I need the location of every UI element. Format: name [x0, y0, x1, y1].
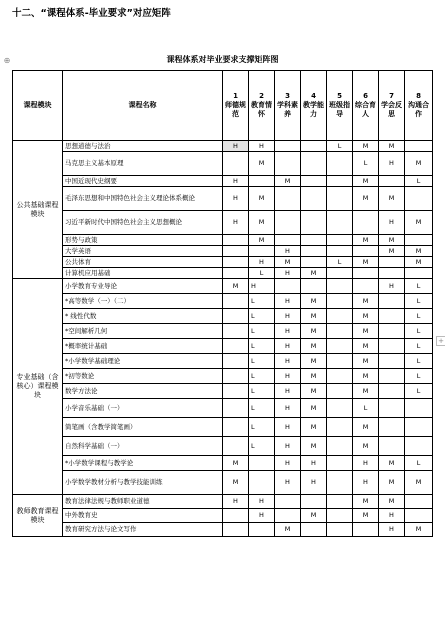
support-mark	[301, 176, 327, 187]
support-mark: M	[301, 369, 327, 384]
support-mark: H	[275, 246, 301, 257]
support-mark	[301, 211, 327, 235]
move-handle-icon[interactable]: ⊕	[3, 56, 11, 65]
support-mark	[223, 309, 249, 324]
course-name: 计算机应用基础	[63, 268, 223, 279]
table-row	[13, 369, 433, 384]
support-mark: M	[301, 384, 327, 399]
table-row	[13, 187, 433, 211]
support-mark: L	[405, 324, 433, 339]
support-mark: L	[249, 437, 275, 456]
table-row	[13, 437, 433, 456]
support-mark: M	[379, 141, 405, 152]
matrix-body	[13, 141, 433, 537]
support-mark	[379, 437, 405, 456]
support-mark: H	[353, 456, 379, 471]
course-name: *初等数论	[63, 369, 223, 384]
support-mark: M	[379, 235, 405, 246]
support-mark	[327, 437, 353, 456]
support-mark: L	[405, 339, 433, 354]
support-mark	[327, 354, 353, 369]
support-mark: M	[301, 309, 327, 324]
table-row	[13, 152, 433, 176]
support-mark: L	[249, 369, 275, 384]
support-mark	[327, 523, 353, 537]
support-mark: M	[301, 399, 327, 418]
support-mark: H	[249, 509, 275, 523]
support-mark: M	[301, 354, 327, 369]
support-mark: H	[275, 399, 301, 418]
support-mark: H	[223, 141, 249, 152]
support-mark	[327, 399, 353, 418]
support-mark	[249, 523, 275, 537]
course-name: 教育法律法规与教师职业道德	[63, 495, 223, 509]
support-mark: H	[249, 279, 275, 294]
support-mark: M	[405, 523, 433, 537]
support-mark: L	[405, 176, 433, 187]
table-row	[13, 246, 433, 257]
support-mark: L	[249, 324, 275, 339]
support-mark: H	[275, 456, 301, 471]
table-row	[13, 339, 433, 354]
support-mark: M	[223, 471, 249, 495]
course-name: 马克思主义基本原理	[63, 152, 223, 176]
header-module: 课程模块	[13, 71, 63, 141]
course-name: 小学数学教材分析与教学技能训练	[63, 471, 223, 495]
support-mark	[327, 418, 353, 437]
header-req-2: 2 教育情怀	[249, 71, 275, 141]
table-row	[13, 268, 433, 279]
support-mark	[353, 246, 379, 257]
support-mark: L	[327, 257, 353, 268]
table-row	[13, 257, 433, 268]
support-mark: H	[353, 471, 379, 495]
header-course: 课程名称	[63, 71, 223, 141]
course-name: 中国近现代史纲要	[63, 176, 223, 187]
support-mark: H	[223, 211, 249, 235]
support-mark: H	[249, 141, 275, 152]
course-name: *概率统计基础	[63, 339, 223, 354]
support-mark: M	[275, 257, 301, 268]
course-name: 习近平新时代中国特色社会主义思想概论	[63, 211, 223, 235]
support-mark	[379, 309, 405, 324]
course-name: 小学教育专业导论	[63, 279, 223, 294]
support-mark: H	[379, 152, 405, 176]
support-mark: M	[379, 246, 405, 257]
support-mark: H	[379, 211, 405, 235]
course-name: * 线性代数	[63, 309, 223, 324]
support-mark	[327, 369, 353, 384]
support-mark: M	[249, 211, 275, 235]
support-mark: H	[223, 187, 249, 211]
support-mark	[327, 495, 353, 509]
support-mark	[301, 246, 327, 257]
support-mark	[301, 187, 327, 211]
support-mark	[301, 495, 327, 509]
support-mark: H	[275, 339, 301, 354]
support-mark: H	[249, 257, 275, 268]
course-name: 数学方法论	[63, 384, 223, 399]
support-mark: L	[249, 384, 275, 399]
support-mark: H	[275, 369, 301, 384]
course-name: *小学数学课程与教学论	[63, 456, 223, 471]
matrix-table	[12, 70, 433, 537]
support-mark: M	[353, 369, 379, 384]
table-row	[13, 399, 433, 418]
support-mark: H	[249, 495, 275, 509]
support-mark	[223, 246, 249, 257]
support-mark: M	[353, 309, 379, 324]
support-mark: H	[379, 509, 405, 523]
table-row	[13, 279, 433, 294]
support-mark: M	[405, 257, 433, 268]
support-mark	[275, 152, 301, 176]
support-mark: M	[301, 509, 327, 523]
support-mark	[301, 141, 327, 152]
support-mark	[379, 369, 405, 384]
support-mark: H	[223, 176, 249, 187]
support-mark	[223, 152, 249, 176]
support-mark	[327, 246, 353, 257]
support-mark: H	[379, 523, 405, 537]
support-mark: M	[223, 279, 249, 294]
header-req-6: 6 综合育人	[353, 71, 379, 141]
support-mark: H	[275, 324, 301, 339]
support-mark: M	[353, 294, 379, 309]
course-name: *高等数学（一）（二）	[63, 294, 223, 309]
support-mark	[379, 418, 405, 437]
support-mark: M	[223, 456, 249, 471]
support-mark	[379, 324, 405, 339]
support-mark: M	[249, 187, 275, 211]
support-mark	[301, 279, 327, 294]
support-mark: M	[275, 523, 301, 537]
support-mark: M	[249, 235, 275, 246]
support-mark	[301, 523, 327, 537]
support-mark: M	[301, 418, 327, 437]
support-mark	[327, 152, 353, 176]
support-mark	[327, 294, 353, 309]
module-cell: 公共基础课程模块	[13, 141, 63, 279]
table-title: 课程体系对毕业要求支撑矩阵图	[166, 55, 279, 64]
support-mark	[379, 399, 405, 418]
support-mark	[223, 437, 249, 456]
support-mark: L	[405, 309, 433, 324]
support-mark	[379, 354, 405, 369]
support-mark: M	[405, 471, 433, 495]
support-mark: L	[405, 294, 433, 309]
support-mark: H	[275, 418, 301, 437]
support-mark	[353, 211, 379, 235]
support-mark: M	[353, 257, 379, 268]
support-mark	[223, 294, 249, 309]
support-mark	[223, 257, 249, 268]
support-mark: M	[353, 176, 379, 187]
table-row	[13, 176, 433, 187]
support-mark: H	[275, 384, 301, 399]
support-mark	[353, 279, 379, 294]
support-mark	[223, 509, 249, 523]
course-name: 自然科学基础（一）	[63, 437, 223, 456]
support-mark: L	[353, 399, 379, 418]
support-mark: M	[353, 418, 379, 437]
support-mark	[275, 141, 301, 152]
support-mark: M	[379, 456, 405, 471]
support-mark: H	[301, 471, 327, 495]
support-mark	[327, 211, 353, 235]
support-mark: M	[353, 384, 379, 399]
support-mark: H	[275, 354, 301, 369]
table-row	[13, 456, 433, 471]
course-name: 公共体育	[63, 257, 223, 268]
support-mark	[275, 235, 301, 246]
support-mark	[327, 339, 353, 354]
support-mark	[223, 324, 249, 339]
support-mark	[327, 384, 353, 399]
header-req-7: 7 学会反思	[379, 71, 405, 141]
support-mark	[379, 294, 405, 309]
support-mark	[327, 509, 353, 523]
support-mark: M	[353, 339, 379, 354]
support-mark	[223, 369, 249, 384]
support-mark	[379, 257, 405, 268]
support-mark	[223, 399, 249, 418]
support-mark: L	[405, 369, 433, 384]
support-mark	[275, 279, 301, 294]
support-mark	[353, 523, 379, 537]
support-mark: M	[353, 187, 379, 211]
support-mark	[405, 141, 433, 152]
support-mark: H	[275, 294, 301, 309]
support-mark	[275, 211, 301, 235]
support-mark: M	[353, 235, 379, 246]
header-req-3: 3 学科素养	[275, 71, 301, 141]
support-mark: H	[223, 495, 249, 509]
support-mark: M	[301, 437, 327, 456]
support-mark: L	[405, 354, 433, 369]
course-name: 教育研究方法与论文写作	[63, 523, 223, 537]
support-mark: M	[405, 246, 433, 257]
support-mark	[223, 235, 249, 246]
support-mark	[379, 176, 405, 187]
header-req-8: 8 沟通合作	[405, 71, 433, 141]
table-row	[13, 235, 433, 246]
course-name: 大学英语	[63, 246, 223, 257]
module-cell: 教师教育课程模块	[13, 495, 63, 537]
table-row	[13, 509, 433, 523]
support-mark	[223, 523, 249, 537]
support-mark: H	[379, 279, 405, 294]
course-name: 毛泽东思想和中国特色社会主义理论体系概论	[63, 187, 223, 211]
support-mark: H	[275, 437, 301, 456]
support-mark	[223, 384, 249, 399]
support-mark	[275, 187, 301, 211]
support-mark	[405, 399, 433, 418]
support-mark	[249, 456, 275, 471]
support-mark	[249, 246, 275, 257]
table-row	[13, 495, 433, 509]
support-mark	[327, 324, 353, 339]
support-mark	[405, 268, 433, 279]
support-mark	[301, 257, 327, 268]
course-name: 中外教育史	[63, 509, 223, 523]
course-name: 形势与政策	[63, 235, 223, 246]
header-req-1: 1 师德规范	[223, 71, 249, 141]
support-mark: M	[405, 211, 433, 235]
table-row	[13, 309, 433, 324]
support-mark	[327, 187, 353, 211]
course-name: 简笔画（含教学简笔画）	[63, 418, 223, 437]
support-mark: M	[301, 324, 327, 339]
support-mark: L	[249, 339, 275, 354]
table-row	[13, 211, 433, 235]
support-mark: L	[405, 456, 433, 471]
support-mark	[223, 339, 249, 354]
support-mark: L	[249, 399, 275, 418]
table-row	[13, 384, 433, 399]
support-mark: M	[353, 495, 379, 509]
support-mark: H	[275, 268, 301, 279]
add-column-icon[interactable]: +	[436, 336, 445, 346]
support-mark	[249, 471, 275, 495]
support-mark: M	[379, 471, 405, 495]
header-req-4: 4 教学能力	[301, 71, 327, 141]
support-mark	[379, 268, 405, 279]
support-mark: L	[249, 294, 275, 309]
support-mark: M	[301, 294, 327, 309]
support-mark	[327, 235, 353, 246]
support-mark: L	[249, 354, 275, 369]
support-mark	[249, 176, 275, 187]
support-mark: L	[405, 384, 433, 399]
support-mark	[405, 235, 433, 246]
support-mark: M	[301, 339, 327, 354]
support-mark: M	[301, 268, 327, 279]
support-mark	[223, 354, 249, 369]
table-row	[13, 324, 433, 339]
support-mark	[379, 339, 405, 354]
support-mark: M	[379, 187, 405, 211]
support-mark	[379, 384, 405, 399]
support-mark	[405, 187, 433, 211]
support-mark	[327, 309, 353, 324]
support-mark	[405, 418, 433, 437]
support-mark	[275, 495, 301, 509]
support-mark	[405, 509, 433, 523]
support-mark	[301, 235, 327, 246]
support-mark: M	[405, 152, 433, 176]
support-mark	[223, 418, 249, 437]
course-name: 思想道德与法治	[63, 141, 223, 152]
support-mark: M	[353, 324, 379, 339]
support-mark: M	[353, 509, 379, 523]
support-mark	[223, 268, 249, 279]
support-mark	[405, 437, 433, 456]
support-mark	[353, 268, 379, 279]
support-mark: M	[353, 354, 379, 369]
table-row	[13, 418, 433, 437]
table-row	[13, 471, 433, 495]
support-mark	[327, 456, 353, 471]
support-mark	[327, 268, 353, 279]
support-mark: M	[353, 437, 379, 456]
table-row	[13, 354, 433, 369]
table-row	[13, 294, 433, 309]
support-mark: M	[275, 176, 301, 187]
support-mark	[327, 279, 353, 294]
table-row	[13, 141, 433, 152]
support-mark: H	[275, 309, 301, 324]
table-row	[13, 523, 433, 537]
support-mark: L	[249, 309, 275, 324]
support-mark: H	[275, 471, 301, 495]
header-req-5: 5 班级指导	[327, 71, 353, 141]
course-name: 小学音乐基础（一）	[63, 399, 223, 418]
support-mark: H	[301, 456, 327, 471]
support-mark: L	[249, 268, 275, 279]
support-mark: L	[405, 279, 433, 294]
support-mark	[327, 176, 353, 187]
support-mark	[275, 509, 301, 523]
support-mark	[301, 152, 327, 176]
support-mark: L	[249, 418, 275, 437]
module-cell: 专业基础（含核心）课程模块	[13, 279, 63, 495]
support-mark	[327, 471, 353, 495]
support-mark: M	[353, 141, 379, 152]
support-mark: M	[379, 495, 405, 509]
support-mark: L	[353, 152, 379, 176]
support-mark	[405, 495, 433, 509]
course-name: *小学数学基础理论	[63, 354, 223, 369]
course-name: *空间解析几何	[63, 324, 223, 339]
section-title: 十二、“课程体系-毕业要求”对应矩阵	[12, 8, 171, 19]
support-mark: M	[249, 152, 275, 176]
support-mark: L	[327, 141, 353, 152]
